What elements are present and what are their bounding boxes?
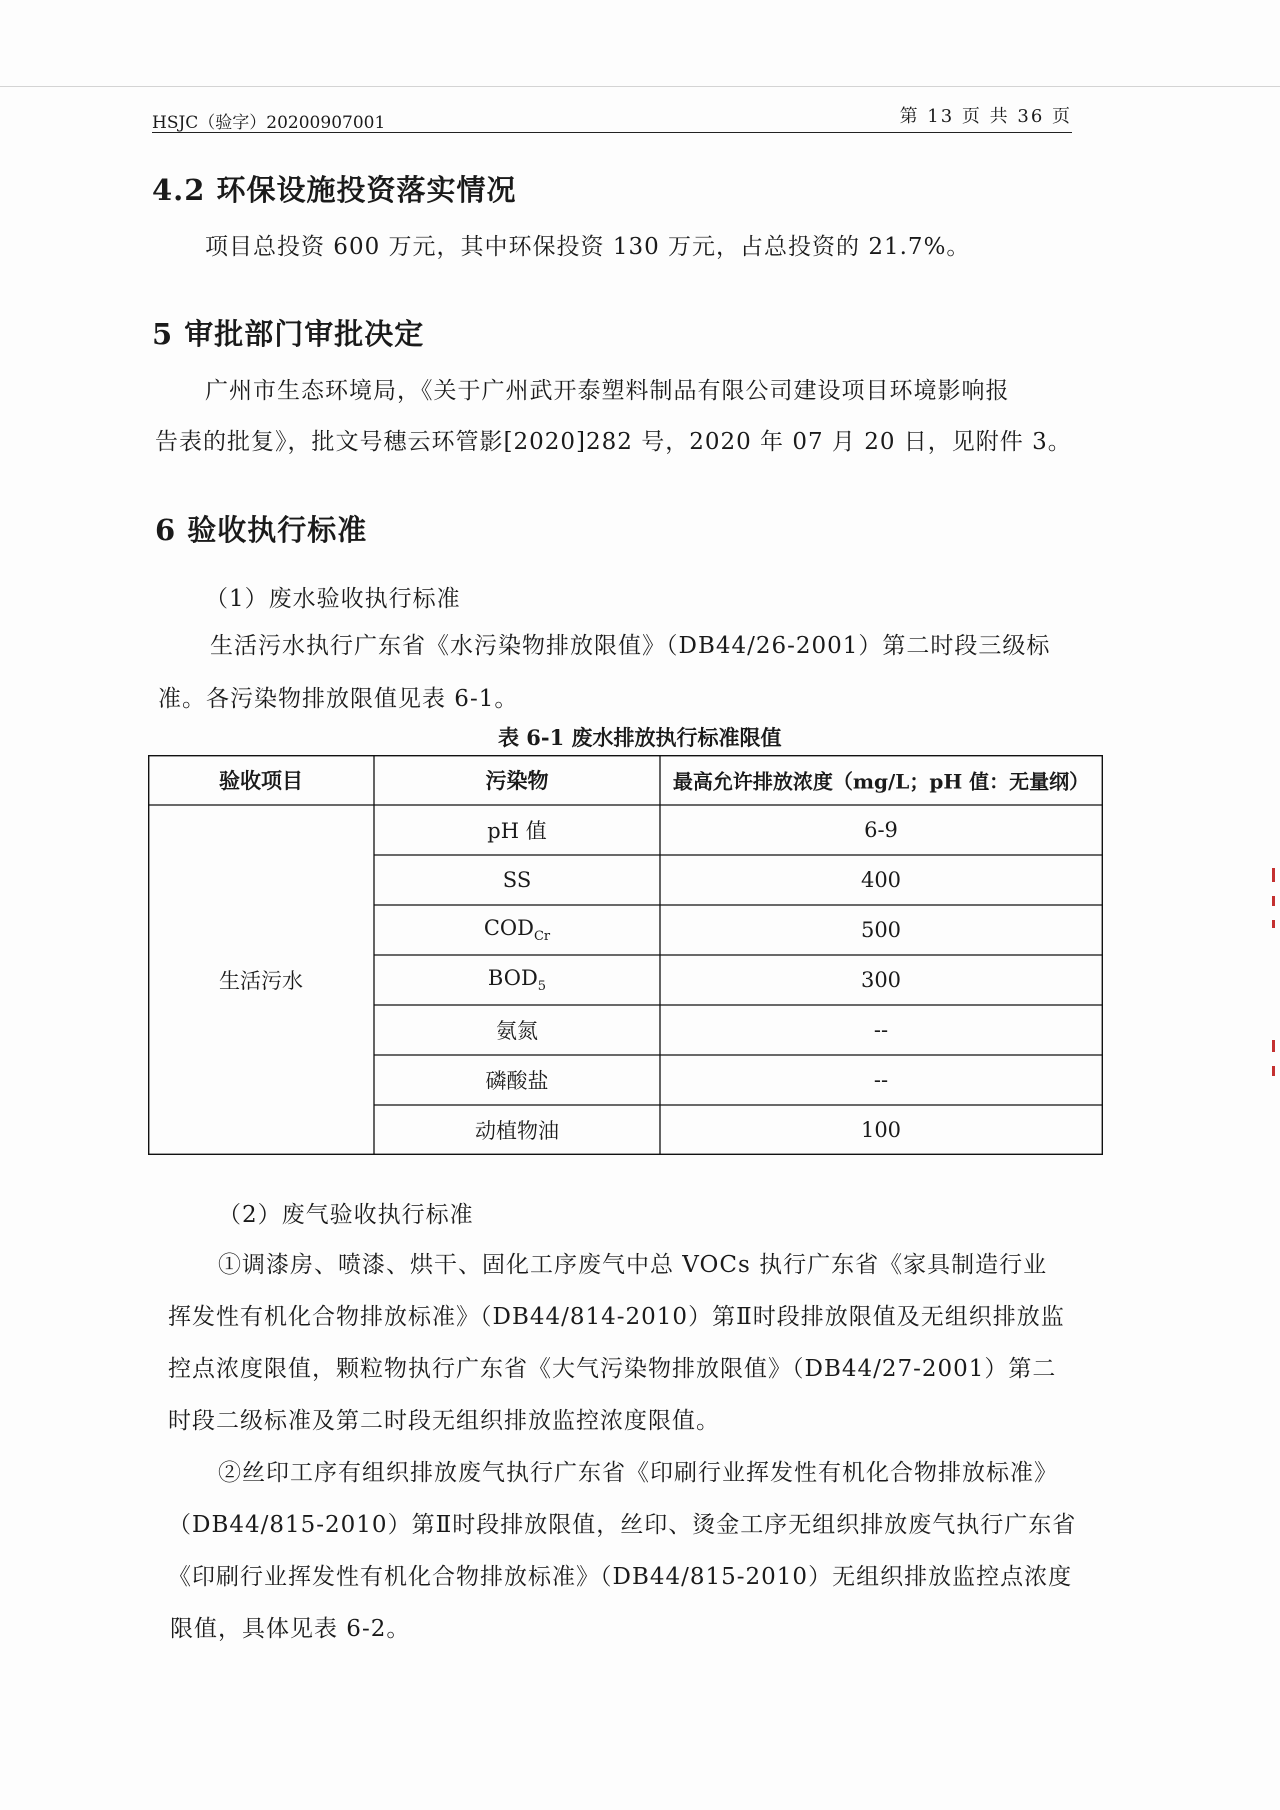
pollutant-bod (488, 966, 546, 994)
header-limit: 最高允许排放浓度（mg/L；pH 值：无量纲） (672, 769, 1090, 794)
section-5-line-2: 告表的批复》，批文号穗云环管影[2020]282 号，2020 年 07 月 20 日，见附件 3。 (155, 429, 1072, 455)
limit-oil: 100 (860, 1118, 902, 1142)
pollutant-bod-sub: 5 (537, 979, 547, 995)
section-6-sub1-line-2: 准。各污染物排放限值见表 6-1。 (158, 686, 519, 712)
limit-ammonia: -- (873, 1018, 889, 1042)
binding-mark (1272, 868, 1275, 882)
section-6-sub2-line-5: ②丝印工序有组织排放废气执行广东省《印刷行业挥发性有机化合物排放标准》 (218, 1460, 1058, 1486)
pollutant-bod-main: BOD (487, 965, 538, 990)
section-5-title: 5 审批部门审批决定 (152, 317, 425, 351)
pollutant-cod-sub: Cr (533, 929, 551, 945)
table-grid (148, 755, 1103, 1155)
pollutant-phosphate: 磷酸盐 (485, 1069, 549, 1093)
limit-phosphate: -- (873, 1068, 889, 1092)
section-6-sub2: （2）废气验收执行标准 (218, 1202, 474, 1228)
pollutant-ss: SS (502, 868, 532, 892)
limit-ss: 400 (860, 868, 902, 892)
scan-edge-line (0, 86, 1280, 87)
page-header (152, 102, 1072, 133)
binding-mark (1272, 920, 1275, 928)
section-4-2-title: 4.2 环保设施投资落实情况 (152, 173, 517, 207)
section-6-sub2-line-3: 控点浓度限值，颗粒物执行广东省《大气污染物排放限值》（DB44/27-2001）第二 (168, 1356, 1057, 1382)
section-6-sub2-line-2: 挥发性有机化合物排放标准》（DB44/814-2010）第Ⅱ时段排放限值及无组织排放监 (168, 1304, 1065, 1330)
header-acceptance-item: 验收项目 (219, 768, 303, 793)
pollutant-oil: 动植物油 (475, 1119, 559, 1143)
pollutant-cod-main: COD (483, 915, 534, 940)
section-6-sub2-line-7: 《印刷行业挥发性有机化合物排放标准》（DB44/815-2010）无组织排放监控点浓度 (168, 1564, 1073, 1590)
header-pollutant: 污染物 (485, 768, 549, 793)
doc-code: HSJC（验字）20200907001 (152, 113, 386, 133)
pollutant-ammonia: 氨氮 (496, 1019, 538, 1043)
section-6-sub1-line-1: 生活污水执行广东省《水污染物排放限值》（DB44/26-2001）第二时段三级标 (210, 633, 1051, 659)
binding-mark (1272, 1040, 1275, 1052)
binding-mark (1272, 896, 1275, 906)
section-4-2-text: 项目总投资 600 万元，其中环保投资 130 万元，占总投资的 21.7%。 (205, 234, 971, 260)
section-6-title: 6 验收执行标准 (155, 513, 368, 547)
section-6-sub2-line-4: 时段二级标准及第二时段无组织排放监控浓度限值。 (168, 1408, 720, 1434)
section-6-sub2-line-1: ①调漆房、喷漆、烘干、固化工序废气中总 VOCs 执行广东省《家具制造行业 (218, 1252, 1048, 1278)
binding-mark (1272, 1066, 1275, 1076)
section-6-sub1: （1）废水验收执行标准 (205, 586, 461, 612)
limit-bod: 300 (860, 968, 902, 992)
table-6-1-caption: 表 6-1 废水排放执行标准限值 (498, 725, 782, 750)
limit-ph: 6-9 (864, 818, 898, 842)
section-6-sub2-line-6: （DB44/815-2010）第Ⅱ时段排放限值，丝印、烫金工序无组织排放废气执行广东省 (168, 1512, 1077, 1538)
section-5-line-1: 广州市生态环境局，《关于广州武开泰塑料制品有限公司建设项目环境影响报 (205, 378, 1010, 404)
group-domestic-sewage: 生活污水 (219, 969, 303, 993)
table-6-1 (148, 755, 1103, 1155)
pollutant-ph: pH 值 (487, 819, 547, 843)
pollutant-cod (484, 916, 550, 944)
limit-cod: 500 (860, 918, 902, 942)
page-number: 第 13 页 共 36 页 (899, 106, 1072, 127)
section-6-sub2-line-8: 限值，具体见表 6-2。 (170, 1616, 411, 1642)
